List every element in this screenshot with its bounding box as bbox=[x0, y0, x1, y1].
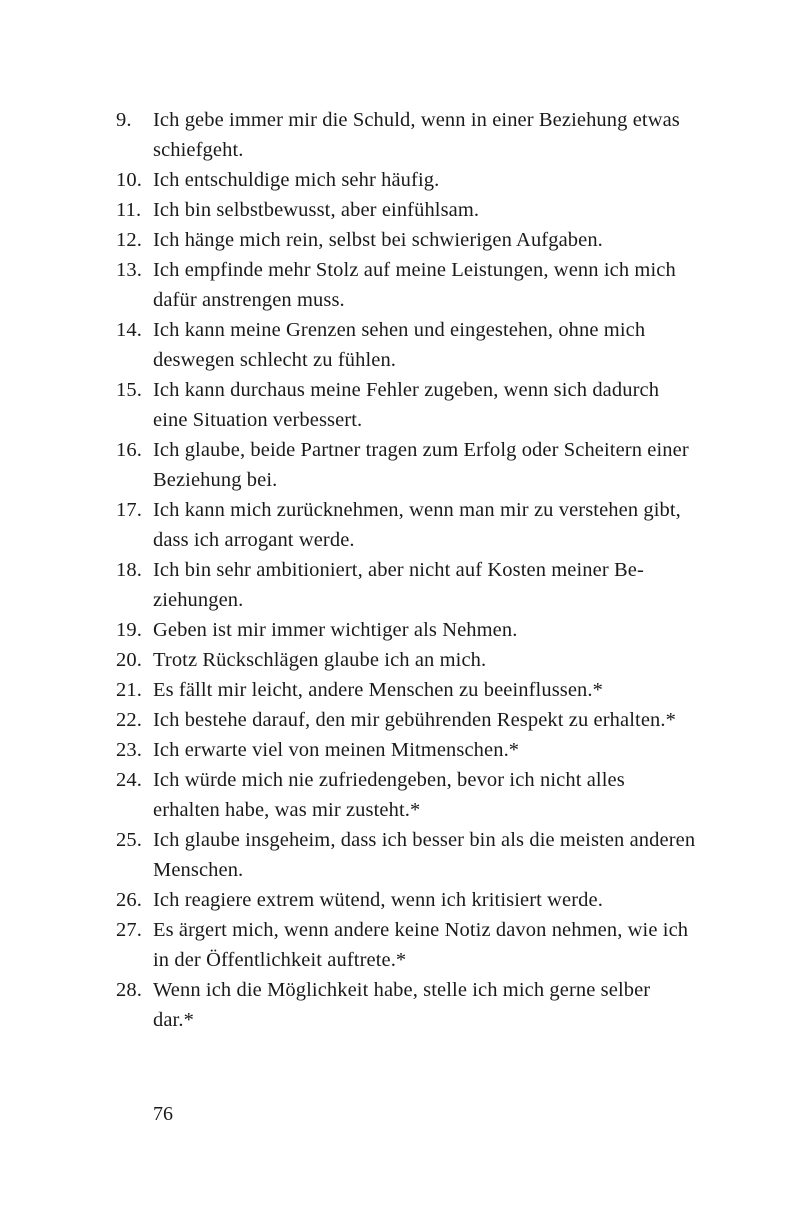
item-text: Ich hänge mich rein, selbst bei schwierigen Aufgaben. bbox=[153, 229, 603, 251]
item-text: Ich gebe immer mir die Schuld, wenn in einer Beziehung etwas schiefgeht. bbox=[153, 109, 680, 161]
item-number: 18. bbox=[116, 559, 142, 581]
item-text: Ich empfinde mehr Stolz auf meine Leistungen, wenn ich mich dafür anstrengen muss. bbox=[153, 259, 676, 311]
item-number: 27. bbox=[116, 919, 142, 941]
item-number: 26. bbox=[116, 889, 142, 911]
item-number: 28. bbox=[116, 979, 142, 1001]
list-item bbox=[116, 225, 696, 255]
list-item bbox=[116, 825, 696, 885]
item-number: 24. bbox=[116, 769, 142, 791]
item-text: Ich entschuldige mich sehr häufig. bbox=[153, 169, 440, 191]
item-number: 14. bbox=[116, 319, 142, 341]
item-text: Ich bin selbstbewusst, aber einfühlsam. bbox=[153, 199, 480, 221]
item-number: 20. bbox=[116, 649, 142, 671]
item-number: 12. bbox=[116, 229, 142, 251]
item-number: 11. bbox=[116, 199, 142, 221]
item-number: 13. bbox=[116, 259, 142, 281]
list-item bbox=[116, 645, 696, 675]
list-item bbox=[116, 975, 696, 1035]
list-item bbox=[116, 195, 696, 225]
item-number: 10. bbox=[116, 169, 142, 191]
item-number: 23. bbox=[116, 739, 142, 761]
item-text: Es fällt mir leicht, andere Menschen zu beeinflussen.* bbox=[153, 679, 603, 701]
item-text: Ich würde mich nie zufriedengeben, bevor ich nicht alles erhalten habe, was mir zusteht.* bbox=[153, 769, 625, 821]
item-number: 21. bbox=[116, 679, 142, 701]
item-number: 22. bbox=[116, 709, 142, 731]
list-item bbox=[116, 885, 696, 915]
item-text: Ich kann durchaus meine Fehler zugeben, wenn sich dadurch eine Situation verbessert. bbox=[153, 379, 660, 431]
item-text: Ich bin sehr ambitioniert, aber nicht auf Kosten meiner Beziehungen. bbox=[153, 559, 644, 611]
item-number: 25. bbox=[116, 829, 142, 851]
item-text: Wenn ich die Möglichkeit habe, stelle ich mich gerne selber dar.* bbox=[153, 979, 651, 1031]
item-number: 9. bbox=[116, 109, 132, 131]
item-text: Ich kann mich zurücknehmen, wenn man mir zu verstehen gibt, dass ich arrogant werde. bbox=[153, 499, 681, 551]
list-item bbox=[116, 255, 696, 315]
item-number: 15. bbox=[116, 379, 142, 401]
item-text: Ich kann meine Grenzen sehen und eingestehen, ohne mich deswegen schlecht zu fühlen. bbox=[153, 319, 646, 371]
item-number: 17. bbox=[116, 499, 142, 521]
list-item bbox=[116, 555, 696, 615]
item-text: Ich erwarte viel von meinen Mitmenschen.* bbox=[153, 739, 520, 761]
list-item bbox=[116, 495, 696, 555]
page-number: 76 bbox=[153, 1103, 173, 1125]
list-item bbox=[116, 615, 696, 645]
item-text: Ich glaube, beide Partner tragen zum Erfolg oder Scheitern einer Beziehung bei. bbox=[153, 439, 689, 491]
list-item bbox=[116, 435, 696, 495]
item-text: Ich glaube insgeheim, dass ich besser bin als die meisten anderen Menschen. bbox=[153, 829, 696, 881]
item-text: Ich reagiere extrem wütend, wenn ich kritisiert werde. bbox=[153, 889, 603, 911]
list-item bbox=[116, 705, 696, 735]
item-number: 16. bbox=[116, 439, 142, 461]
list-item bbox=[116, 105, 696, 165]
list-item bbox=[116, 675, 696, 705]
list-item bbox=[116, 765, 696, 825]
item-text: Trotz Rückschlägen glaube ich an mich. bbox=[153, 649, 487, 671]
list-item bbox=[116, 165, 696, 195]
item-text: Ich bestehe darauf, den mir gebührenden Respekt zu erhalten.* bbox=[153, 709, 676, 731]
item-number: 19. bbox=[116, 619, 142, 641]
list-item bbox=[116, 915, 696, 975]
questionnaire-list bbox=[116, 105, 696, 1035]
item-text: Es ärgert mich, wenn andere keine Notiz davon nehmen, wie ich in der Öffentlichkeit auftrete.* bbox=[153, 919, 689, 971]
list-item bbox=[116, 735, 696, 765]
list-item bbox=[116, 375, 696, 435]
item-text: Geben ist mir immer wichtiger als Nehmen. bbox=[153, 619, 518, 641]
list-item bbox=[116, 315, 696, 375]
